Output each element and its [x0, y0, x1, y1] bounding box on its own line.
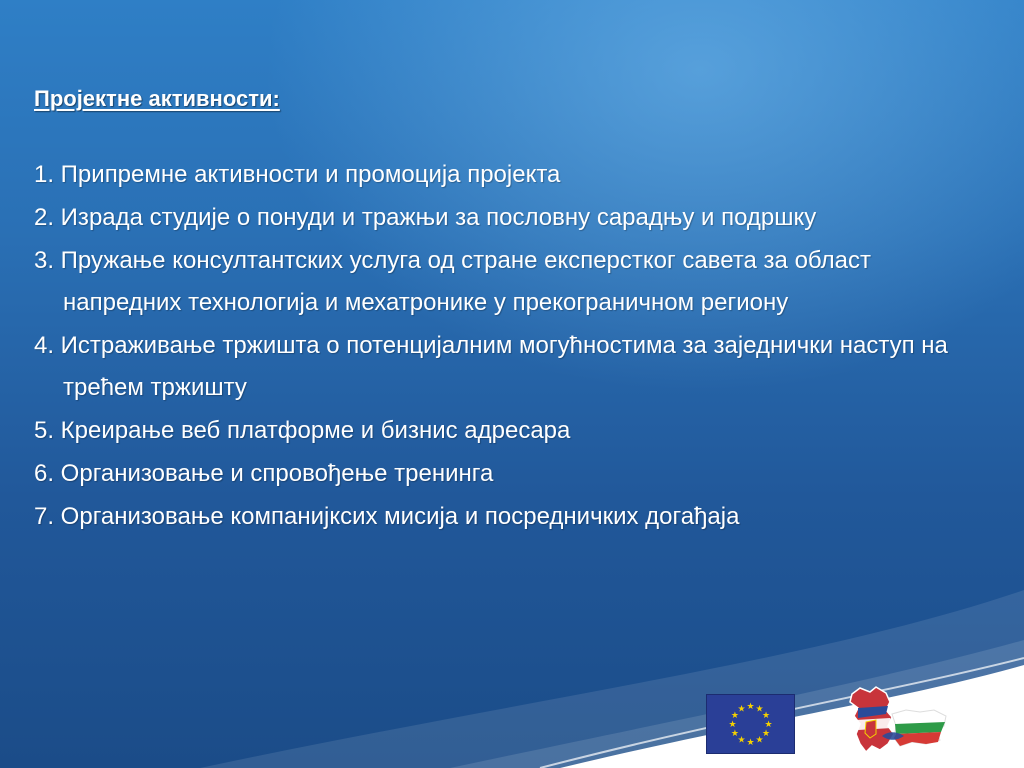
list-item: 5. Креирање веб платформе и бизнис адресара: [34, 417, 571, 444]
list-item: 3. Пружање консултантских услуга од стране експерстког савета за област напредних технологија и мехатронике у прекограничном региону: [34, 247, 871, 316]
eu-star-icon: ★: [737, 704, 746, 715]
list-item: 7. Организовање компанијксих мисија и посредничких догађаја: [34, 503, 740, 530]
eu-star-icon: ★: [737, 735, 746, 746]
activity-list: [34, 154, 984, 538]
list-item: 1. Припремне активности и промоција пројекта: [34, 161, 561, 188]
eu-flag-icon: [706, 694, 795, 754]
list-item: 2. Израда студије о понуди и тражњи за пословну сарадњу и подршку: [34, 204, 817, 231]
eu-star-icon: ★: [764, 720, 773, 730]
eu-star-icon: ★: [746, 738, 755, 748]
eu-star-icon: ★: [746, 702, 755, 712]
list-item: 6. Организовање и спровођење тренинга: [34, 460, 494, 487]
eu-star-icon: ★: [755, 735, 764, 746]
eu-star-icon: ★: [762, 711, 771, 721]
eu-star-icon: ★: [730, 729, 739, 739]
list-item: 4. Истраживање тржишта о потенцијалним могућностима за заједнички наступ на трећем тржишту: [34, 332, 948, 401]
eu-star-icon: ★: [762, 729, 771, 739]
slide-content: [34, 86, 984, 538]
slide-heading: Пројектне активности:: [34, 86, 280, 111]
eu-star-icon: ★: [730, 711, 739, 721]
eu-star-icon: ★: [755, 704, 764, 715]
eu-star-icon: ★: [728, 720, 737, 730]
serbia-bulgaria-map-icon: [846, 684, 950, 760]
